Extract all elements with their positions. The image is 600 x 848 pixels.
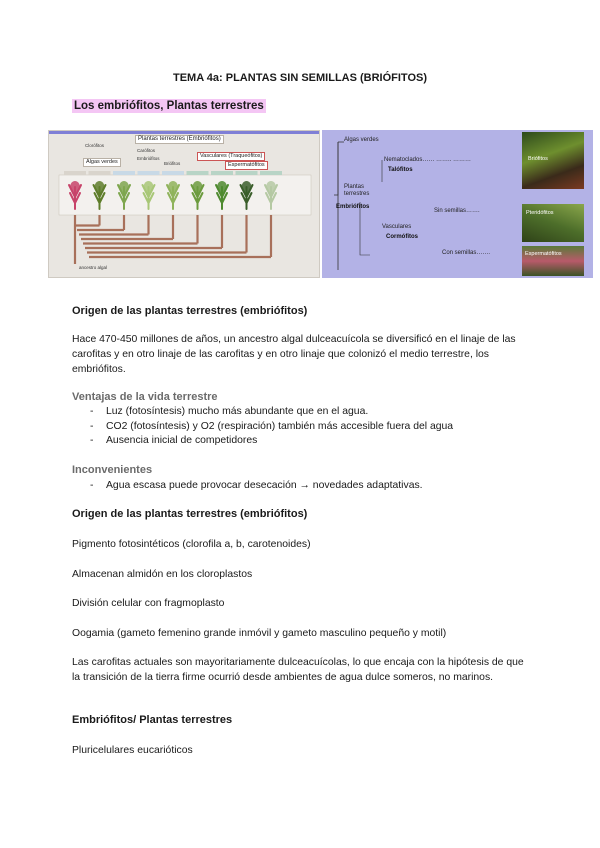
- phylogeny-tree: [49, 131, 319, 277]
- small-label: Carófitos: [137, 148, 156, 153]
- taxa-band: [59, 175, 311, 215]
- taxon-header-cell: [113, 171, 135, 175]
- espermatofitos-label: Espermatófitos: [225, 161, 268, 170]
- talofitos-dots: Nematoclados…… …….. ………: [384, 157, 472, 163]
- taxon-header-cell: [260, 171, 282, 175]
- ancestor-label: ancestro algal: [79, 265, 108, 270]
- ventajas-heading: Ventajas de la vida terrestre: [72, 391, 218, 403]
- con-semillas-text: Con semillas…….: [442, 250, 491, 256]
- taxon-plant-icon: [95, 181, 105, 193]
- taxon-header-cell: [64, 171, 86, 175]
- taxon-plant-icon: [168, 181, 178, 193]
- paragraph: Pigmento fotosintéticos (clorofila a, b, carotenoides): [72, 539, 311, 550]
- algas-verdes-text: Algas verdes: [344, 137, 379, 143]
- photo-label: Espermatófitos: [525, 251, 562, 257]
- section-heading: Origen de las plantas terrestres (embriófitos): [72, 508, 308, 520]
- paragraph: Pluricelulares eucarióticos: [72, 745, 193, 756]
- taxon-header-cell: [162, 171, 184, 175]
- taxon-header-cell: [236, 171, 258, 175]
- list-item: - CO2 (fotosíntesis) y O2 (respiración) también más accesible fuera del agua: [72, 420, 453, 435]
- taxon-plant-icon: [242, 181, 252, 193]
- talofitos-label: Talófitos: [388, 167, 413, 173]
- sin-semillas-text: Sin semillas…….: [434, 208, 480, 214]
- paragraph: Oogamia (gameto femenino grande inmóvil y gameto masculino pequeño y motil): [72, 628, 447, 639]
- small-label: Clorófitos: [85, 143, 105, 148]
- classification-figure: [322, 130, 593, 278]
- cormofitos-label: Cormófitos: [386, 234, 418, 240]
- espermatofitos-photo: [522, 246, 584, 276]
- ventajas-list: [72, 405, 453, 449]
- inconvenientes-list: [72, 479, 423, 494]
- pteridofitos-photo: [522, 204, 584, 242]
- small-label: Embriófitos: [137, 156, 160, 161]
- taxon-header-cell: [138, 171, 160, 175]
- taxon-header-cell: [89, 171, 111, 175]
- document-title: TEMA 4a: PLANTAS SIN SEMILLAS (BRIÓFITOS): [172, 72, 428, 84]
- list-item: - Ausencia inicial de competidores: [72, 434, 453, 449]
- section-heading: Embriófitos/ Plantas terrestres: [72, 714, 233, 726]
- taxon-plant-icon: [266, 181, 276, 193]
- photo-label: Pteridófitos: [526, 210, 554, 216]
- taxon-plant-icon: [193, 181, 203, 193]
- taxon-plant-icon: [119, 181, 129, 193]
- plantas-terrestres-label: Plantas terrestres (Embriófitos): [135, 135, 224, 144]
- taxon-header-cell: [187, 171, 209, 175]
- list-item: - Agua escasa puede provocar desecación → novedades adaptativas.: [72, 479, 423, 494]
- taxon-plant-icon: [217, 181, 227, 193]
- list-item: - Luz (fotosíntesis) mucho más abundante que en el agua.: [72, 405, 453, 420]
- paragraph: División celular con fragmoplasto: [72, 598, 225, 609]
- paragraph: Las carofitas actuales son mayoritariamente dulceacuícolas, lo que encaja con la hipótesis de que la transición de la tierra firme ocurrió desde ambientes de agua dulce someros, no marinos.: [72, 657, 524, 683]
- vasculares-label: Vasculares (Traqueófitos): [197, 152, 265, 161]
- vasculares-text: Vasculares: [382, 224, 412, 230]
- taxon-plant-icon: [70, 181, 80, 193]
- photo-label: Briófitos: [528, 156, 548, 162]
- small-label: Briófitos: [164, 161, 181, 166]
- briofitos-photo: [522, 132, 584, 189]
- inconvenientes-heading: Inconvenientes: [72, 464, 153, 476]
- taxon-header-cell: [211, 171, 233, 175]
- origin-paragraph: Hace 470-450 millones de años, un ancestro algal dulceacuícola se diversificó en el linaje de las carofitas y en otro linaje de las carofitas y en otro linaje que colonizó el medio terrestre, los embriófitos.: [72, 334, 516, 375]
- plantas-terrestres-text: Plantas terrestres: [344, 184, 370, 197]
- section-subtitle: Los embriófitos, Plantas terrestres: [74, 100, 264, 112]
- embriofitos-label: Embriófitos: [336, 204, 370, 210]
- phylogeny-figure: [48, 130, 320, 278]
- section-heading: Origen de las plantas terrestres (embriófitos): [72, 305, 308, 317]
- paragraph: Almacenan almidón en los cloroplastos: [72, 569, 253, 580]
- taxon-plant-icon: [144, 181, 154, 193]
- algas-verdes-label: Algas verdes: [83, 158, 121, 167]
